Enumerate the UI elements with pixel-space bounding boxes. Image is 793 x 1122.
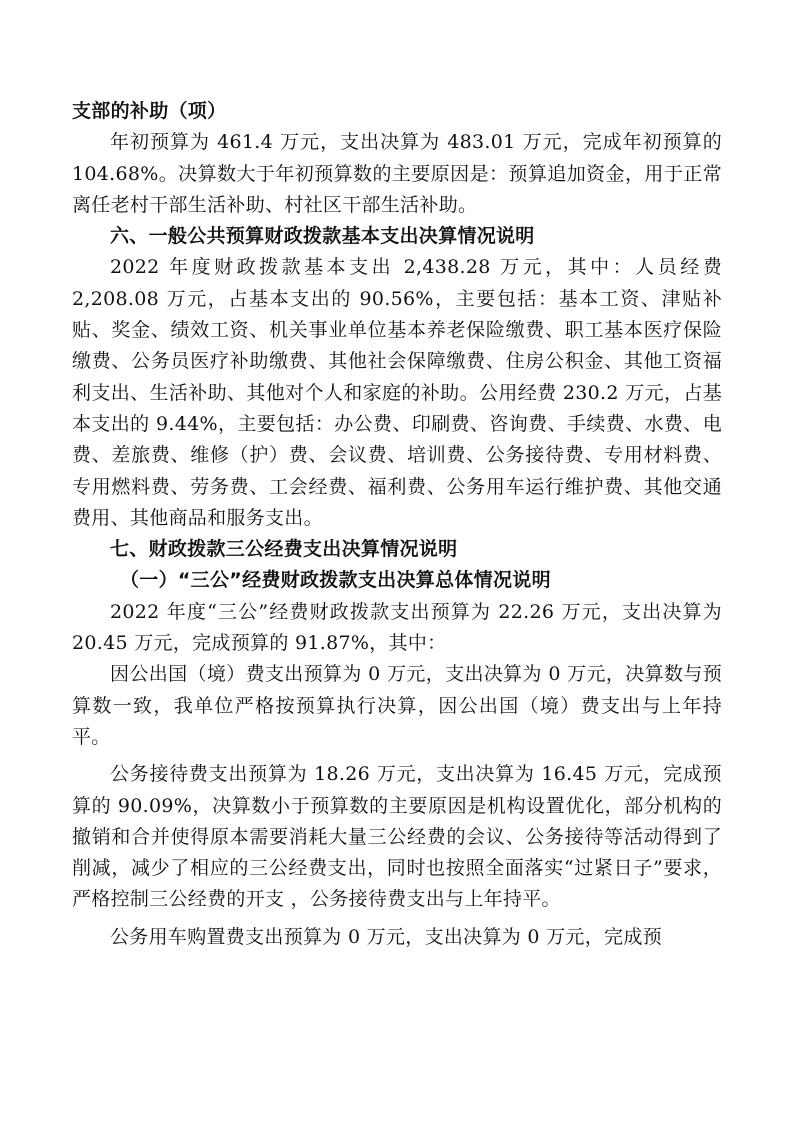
paragraph-three-public-overview: 2022 年度“三公”经费财政拨款支出预算为 22.26 万元，支出决算为 20.45 万元，完成预算的 91.87%，其中： (72, 600, 722, 655)
section-heading-6: 六、一般公共预算财政拨款基本支出决算情况说明 (110, 225, 535, 248)
paragraph-overseas-travel: 因公出国（境）费支出预算为 0 万元，支出决算为 0 万元，决算数与预算数一致，我单位严格按预算执行决算，因公出国（境）费支出与上年持平。 (72, 663, 722, 748)
subsection-heading-1: （一）“三公”经费财政拨款支出决算总体情况说明 (120, 569, 551, 592)
document-page (72, 96, 722, 953)
paragraph-party-branch-subsidy: 年初预算为 461.4 万元，支出决算为 483.01 万元，完成年初预算的 104.68%。决算数大于年初预算数的主要原因是：预算追加资金，用于正常离任老村干部生活补助、村社区干部生活补助。 (72, 131, 722, 216)
paragraph-vehicle-purchase: 公务用车购置费支出预算为 0 万元，支出决算为 0 万元，完成预 (110, 925, 662, 948)
paragraph-basic-expenditure: 2022 年度财政拨款基本支出 2,438.28 万元，其中：人员经费 2,208.08 万元，占基本支出的 90.56%，主要包括：基本工资、津贴补贴、奖金、绩效工资、机关事业单位基本养老保险缴费、职工基本医疗保险缴费、公务员医疗补助缴费、其他社会保障缴费、住房公积金、其他工资福利支出、生活补助、其他对个人和家庭的补助。公用经费 230.2 万元，占基本支出的 9.44%，主要包括：办公费、印刷费、咨询费、手续费、水费、电费、差旅费、维修（护）费、会议费、培训费、公务接待费、专用材料费、专用燃料费、劳务费、工会经费、福利费、公务用车运行维护费、其他交通费用、其他商品和服务支出。 (72, 256, 722, 529)
paragraph-official-reception: 公务接待费支出预算为 18.26 万元，支出决算为 16.45 万元，完成预算的 90.09%，决算数小于预算数的主要原因是机构设置优化，部分机构的撤销和合并使得原本需要消耗大量三公经费的会议、公务接待等活动得到了削减，减少了相应的三公经费支出，同时也按照全面落实“过紧日子”要求，严格控制三公经费的开支 ，公务接待费支出与上年持平。 (72, 763, 722, 911)
section-heading-7: 七、财政拨款三公经费支出决算情况说明 (110, 538, 458, 561)
section-heading-continued: 支部的补助（项） (72, 100, 227, 122)
